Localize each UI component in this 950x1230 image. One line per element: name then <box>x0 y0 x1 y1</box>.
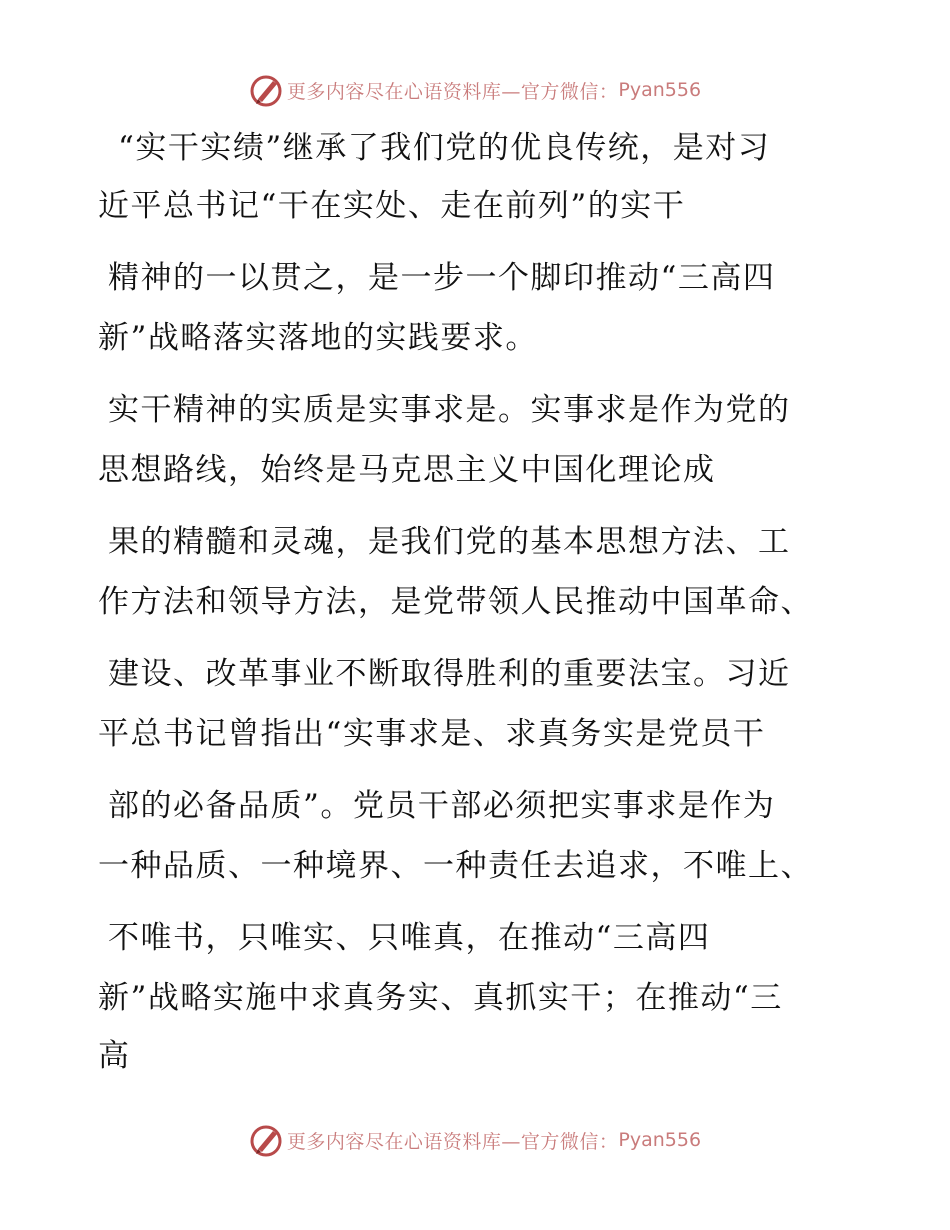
body-line: 近平总书记“干在实处、走在前列”的实干 <box>98 188 686 224</box>
footer-banner <box>0 1120 950 1160</box>
body-line: 新”战略落实落地的实践要求。 <box>98 320 538 356</box>
header-banner-contact: Pyan556 <box>618 79 702 101</box>
body-line: 部的必备品质”。党员干部必须把实事求是作为 <box>108 788 776 824</box>
body-line: 一种品质、一种境界、一种责任去追求，不唯上、 <box>98 848 813 884</box>
body-line: 实干精神的实质是实事求是。实事求是作为党的 <box>108 392 791 428</box>
header-banner <box>0 70 950 110</box>
pen-logo-icon <box>249 1123 283 1157</box>
footer-banner-text: 更多内容尽在心语资料库—官方微信： <box>286 1130 619 1153</box>
body-line: 思想路线，始终是马克思主义中国化理论成 <box>98 452 716 488</box>
body-line: 作方法和领导方法，是党带领人民推动中国革命、 <box>98 584 813 620</box>
pen-logo-icon <box>249 73 283 107</box>
body-line: “实干实绩”继承了我们党的优良传统，是对习 <box>118 130 771 166</box>
footer-banner-contact: Pyan556 <box>618 1129 702 1151</box>
body-line: 平总书记曾指出“实事求是、求真务实是党员干 <box>98 716 766 752</box>
body-line: 建设、改革事业不断取得胜利的重要法宝。习近 <box>108 656 791 692</box>
header-banner-text: 更多内容尽在心语资料库—官方微信： <box>286 80 619 103</box>
body-line: 新”战略实施中求真务实、真抓实干；在推动“三 <box>98 980 783 1016</box>
body-line: 高 <box>98 1038 131 1074</box>
body-line: 果的精髓和灵魂，是我们党的基本思想方法、工 <box>108 524 791 560</box>
body-line: 不唯书，只唯实、只唯真，在推动“三高四 <box>108 920 711 956</box>
body-line: 精神的一以贯之，是一步一个脚印推动“三高四 <box>108 260 776 296</box>
